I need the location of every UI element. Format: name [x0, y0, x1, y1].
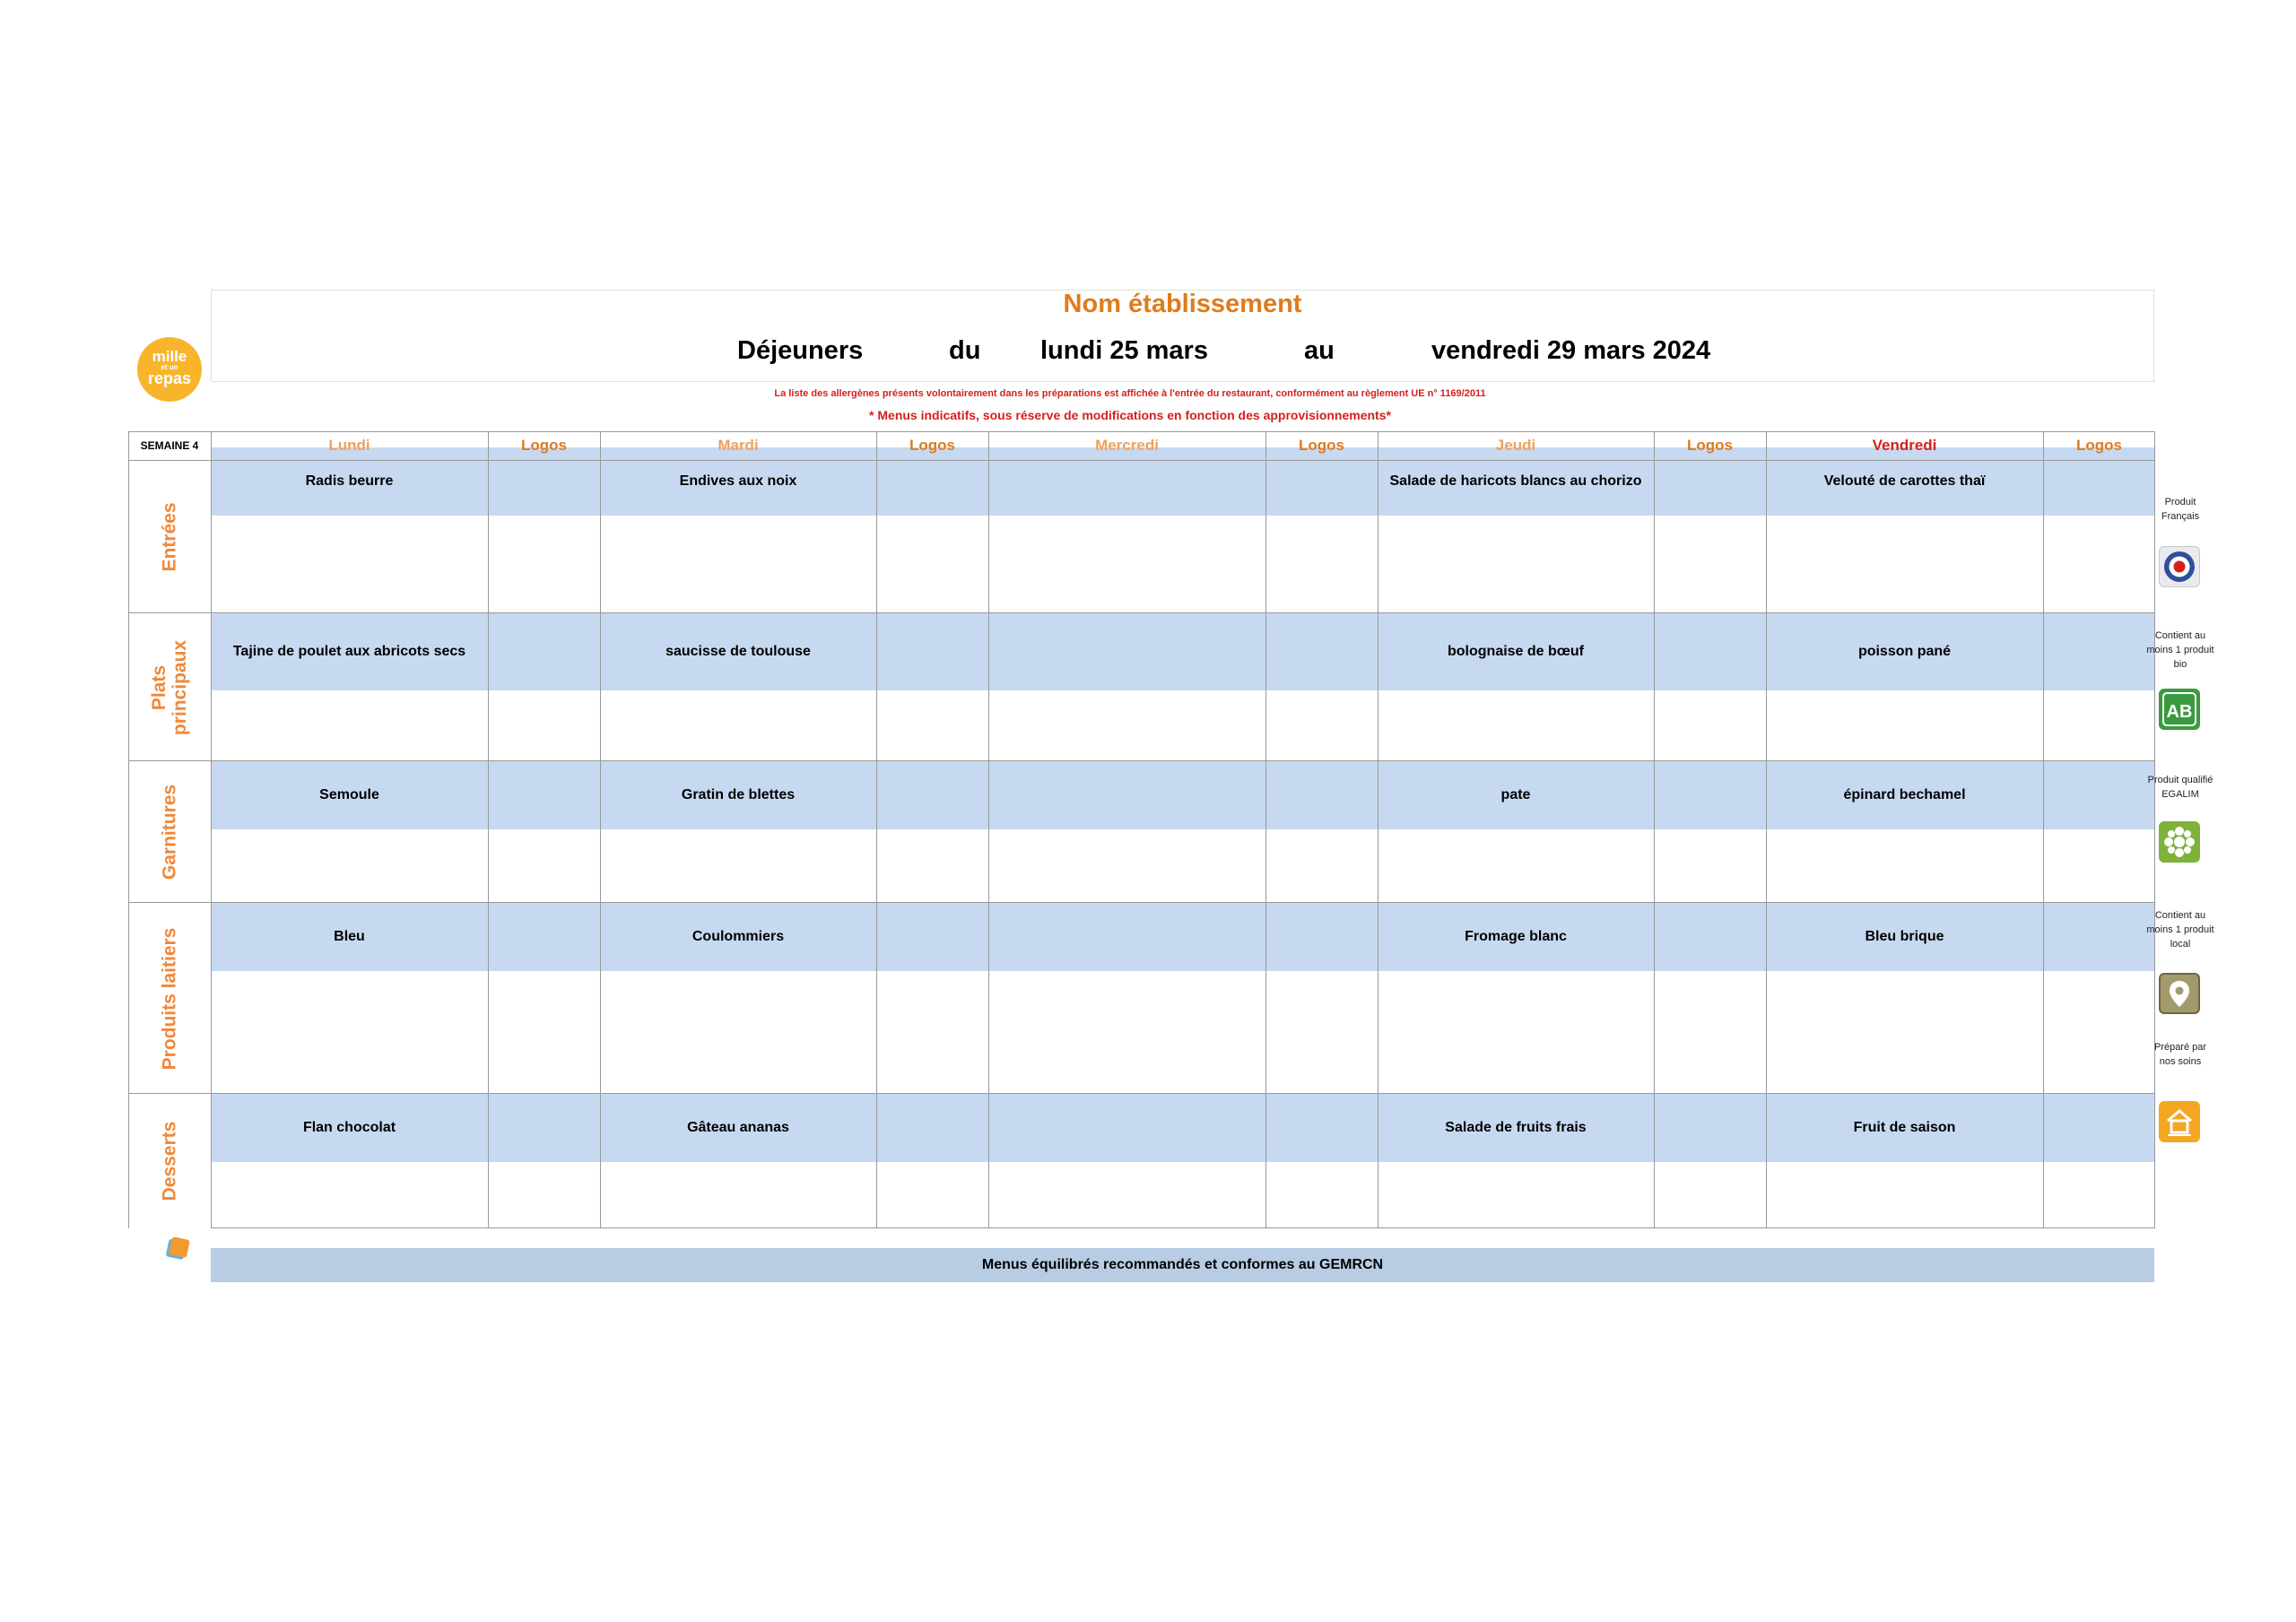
dish-cell: Gâteau ananas: [687, 1120, 789, 1135]
homemade-house-icon: [2159, 1101, 2200, 1142]
dish-cell: Tajine de poulet aux abricots secs: [232, 644, 466, 659]
column-separator: [988, 431, 989, 1228]
dish-cell: Endives aux noix: [679, 473, 797, 489]
dish-cell: Fromage blanc: [1465, 929, 1567, 944]
logos-column-header: Logos: [2076, 437, 2122, 454]
legend-label-egalim: Produit qualifié EGALIM: [2147, 775, 2213, 800]
location-pin-icon: [2159, 973, 2200, 1014]
category-entrées: Entrées: [159, 501, 180, 572]
start-date: lundi 25 mars: [1040, 336, 1208, 365]
legend-label-local: Contient au moins 1 produit local: [2146, 910, 2214, 950]
egalim-icon: [2159, 821, 2200, 863]
column-separator: [876, 431, 877, 1228]
from-word: du: [949, 336, 981, 365]
week-label: SEMAINE 4: [140, 439, 199, 452]
dish-cell: Semoule: [319, 787, 379, 802]
to-word: au: [1304, 336, 1335, 365]
category-produits-laitiers: Produits laitiers: [159, 927, 180, 1070]
logo-line-3: repas: [147, 369, 192, 387]
logo-line-1: mille: [152, 348, 187, 365]
gemrcn-footer: Menus équilibrés recommandés et conformes au GEMRCN: [211, 1248, 2154, 1282]
category-plats-principaux: Plats principaux: [149, 639, 190, 735]
column-separator: [2043, 431, 2044, 1228]
dish-cell: Velouté de carottes thaï: [1823, 473, 1986, 489]
category-desserts: Desserts: [159, 1121, 180, 1201]
dish-cell: Gratin de blettes: [681, 787, 796, 802]
indicative-note: * Menus indicatifs, sous réserve de modifications en fonction des approvisionnements*: [869, 408, 1391, 422]
day-header-mardi: Mardi: [718, 437, 759, 454]
dish-cell: Salade de fruits frais: [1445, 1120, 1587, 1135]
column-separator: [488, 431, 489, 1228]
dish-cell: épinard bechamel: [1843, 787, 1966, 802]
dish-cell: Salade de haricots blancs au chorizo: [1389, 473, 1642, 489]
mille-et-un-repas-logo: [137, 337, 202, 402]
category-garnitures: Garnitures: [159, 784, 180, 880]
day-header-lundi: Lundi: [328, 437, 370, 454]
legend-label-organic: Contient au moins 1 produit bio: [2146, 630, 2214, 670]
column-separator: [2154, 431, 2155, 1228]
logos-column-header: Logos: [1299, 437, 1344, 454]
logos-column-header: Logos: [909, 437, 955, 454]
legend-label-french: Produit Français: [2161, 497, 2200, 522]
day-header-jeudi: Jeudi: [1495, 437, 1536, 454]
end-date: vendredi 29 mars 2024: [1431, 336, 1711, 365]
menu-table: [128, 431, 2155, 1228]
establishment-name: Nom établissement: [1063, 290, 1302, 318]
dish-cell: saucisse de toulouse: [665, 644, 811, 659]
french-roundel-icon: [2159, 546, 2200, 587]
row-separator: [211, 1227, 2155, 1228]
dish-cell: bolognaise de bœuf: [1448, 644, 1584, 659]
meal-type: Déjeuners: [737, 336, 864, 365]
day-header-vendredi: Vendredi: [1872, 437, 1937, 454]
dish-cell: Coulommiers: [691, 929, 785, 944]
dish-cell: Fruit de saison: [1853, 1120, 1956, 1135]
svg-text:AB: AB: [2166, 702, 2193, 722]
day-header-mercredi: Mercredi: [1095, 437, 1159, 454]
allergen-note: La liste des allergènes présents volontairement dans les préparations est affichée à l'entrée du restaurant, conformément au règlement UE n° 1169/2011: [774, 388, 1486, 399]
dish-cell: Flan chocolat: [302, 1120, 396, 1135]
decorative-icon: [169, 1236, 190, 1258]
logo-line-2: et un: [161, 363, 178, 371]
dish-cell: Bleu brique: [1865, 929, 1944, 944]
logos-column-header: Logos: [1687, 437, 1733, 454]
organic-ab-icon: [2159, 689, 2200, 730]
column-separator: [1654, 431, 1655, 1228]
legend-label-homemade: Préparé par nos soins: [2153, 1042, 2207, 1067]
logos-column-header: Logos: [521, 437, 567, 454]
dish-cell: poisson pané: [1857, 644, 1952, 659]
column-separator: [1265, 431, 1266, 1228]
dish-cell: Radis beurre: [305, 473, 394, 489]
dish-cell: pate: [1500, 787, 1531, 802]
dish-cell: Bleu: [334, 929, 365, 944]
